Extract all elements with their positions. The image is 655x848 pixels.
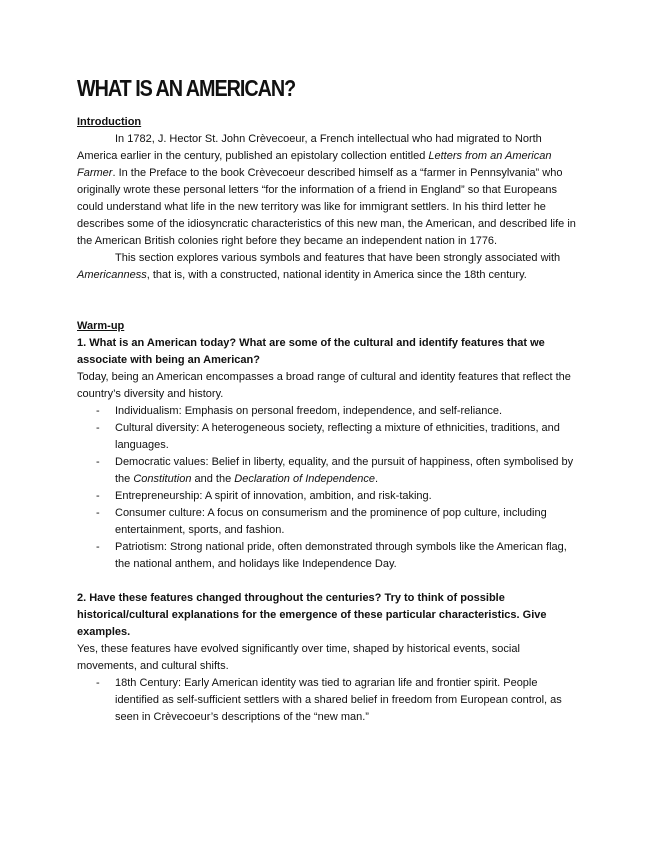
- introduction-heading: Introduction: [77, 116, 142, 128]
- text-run: Entrepreneurship: A spirit of innovation, ambition, and risk-taking.: [115, 490, 432, 502]
- intro-paragraph-2: [77, 250, 582, 284]
- text-run: Consumer culture: A focus on consumerism and the prominence of pop culture, including entertainment, sports, and fashion.: [115, 507, 547, 536]
- italic-text: Letters from an American Farmer: [77, 150, 552, 179]
- question-1: 1. What is an American today? What are some of the cultural and identify features that we associate with being an American?: [77, 337, 545, 366]
- document-page: [77, 74, 582, 726]
- list-item: [77, 420, 582, 454]
- italic-text: Constitution: [133, 473, 192, 485]
- text-run: Patriotism: Strong national pride, often demonstrated through symbols like the American flag, the national anthem, and holidays like Independence Day.: [115, 541, 567, 570]
- answer-2: Yes, these features have evolved significantly over time, shaped by historical events, social movements, and cultural shifts.: [77, 643, 520, 672]
- text-run: , that is, with a constructed, national identity in America since the 18th century.: [146, 269, 527, 281]
- text-run: Individualism: Emphasis on personal freedom, independence, and self-reliance.: [115, 405, 503, 417]
- list-item: [77, 675, 582, 726]
- text-run: 18th Century: Early American identity was tied to agrarian life and frontier spirit. People identified as self-sufficient settlers with a shared belief in freedom from European control, as seen in Crèvecoeur’s descriptions of the “new man.”: [115, 677, 562, 723]
- feature-list: [77, 403, 582, 573]
- bullet-dash: -: [96, 677, 100, 689]
- page-title: WHAT IS AN AMERICAN?: [77, 75, 296, 101]
- list-item: [77, 488, 582, 505]
- question-2: 2. Have these features changed throughout the centuries? Try to think of possible historical/cultural explanations for the emergence of these particular characteristics. Give examples.: [77, 592, 547, 638]
- text-run: Democratic values: Belief in liberty, equality, and the pursuit of happiness, often symbolised by the: [115, 456, 574, 485]
- list-item: [77, 454, 582, 488]
- text-run: .: [374, 473, 379, 485]
- bullet-dash: -: [96, 456, 100, 468]
- answer-1: Today, being an American encompasses a broad range of cultural and identity features that reflect the country’s diversity and history.: [77, 371, 571, 400]
- bullet-dash: -: [96, 541, 100, 553]
- bullet-dash: -: [96, 405, 100, 417]
- bullet-dash: -: [96, 490, 100, 502]
- list-item: [77, 539, 582, 573]
- text-run: Cultural diversity: A heterogeneous society, reflecting a mixture of ethnicities, traditions, and languages.: [115, 422, 560, 451]
- text-run: In 1782, J. Hector St. John Crèvecoeur, a French intellectual who had migrated to North America earlier in the century, published an epistolary collection entitled: [77, 133, 542, 162]
- bullet-dash: -: [96, 507, 100, 519]
- bullet-dash: -: [96, 422, 100, 434]
- warmup-heading: Warm-up: [77, 320, 125, 332]
- text-run: . In the Preface to the book Crèvecoeur described himself as a “farmer in Pennsylvania” who originally wrote these personal letters “for the information of a friend in England” so that Europeans could understand what life in the new territory was like for immigrant settlers. In his third letter he describes some of the idiosyncratic characteristics of this new man, the American, and described life in the American British colonies right before they became an independent nation in 1776.: [77, 167, 576, 247]
- history-list: [77, 675, 582, 726]
- italic-text: Americanness: [77, 269, 147, 281]
- text-run: and the: [191, 473, 235, 485]
- intro-paragraph-1: [77, 131, 582, 250]
- list-item: [77, 403, 582, 420]
- list-item: [77, 505, 582, 539]
- italic-text: Declaration of Independence: [234, 473, 375, 485]
- text-run: This section explores various symbols and features that have been strongly associated with: [115, 252, 561, 264]
